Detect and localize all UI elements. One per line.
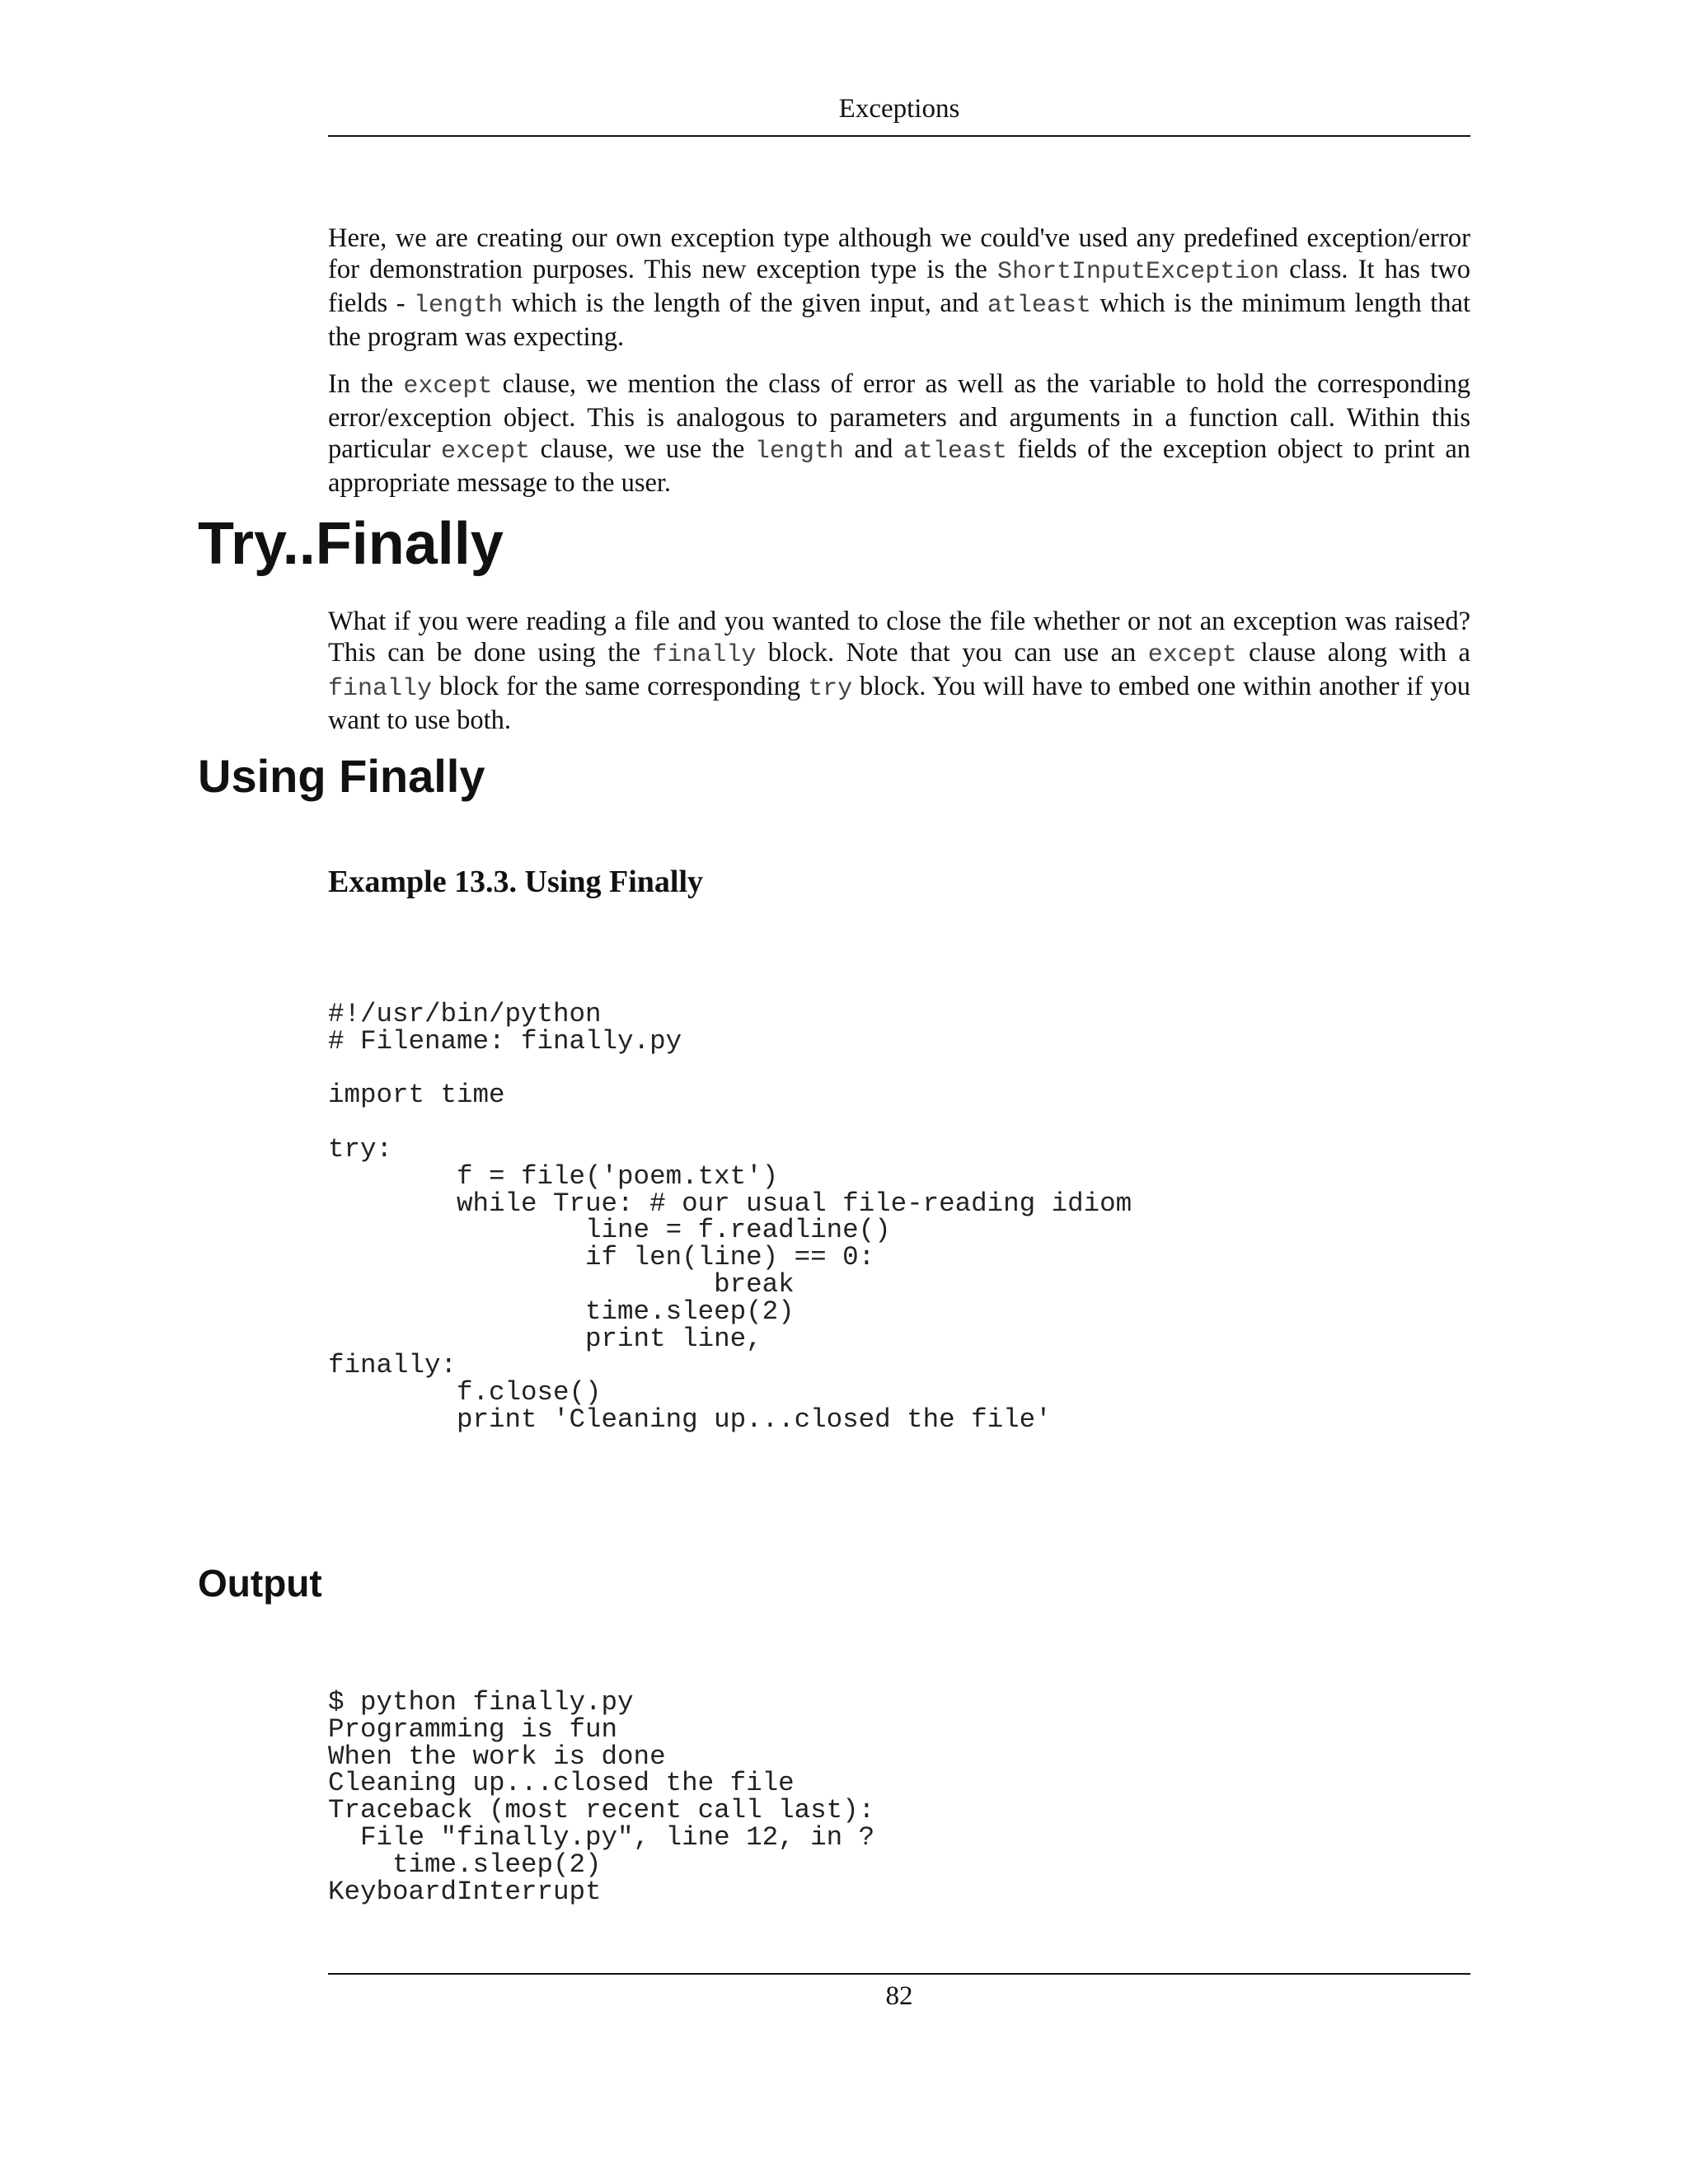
footer-rule: [328, 1973, 1470, 1975]
intro-paragraph-2: In the except clause, we mention the class of error as well as the variable to hold the corresponding error/exception object. This is analogous to parameters and arguments in a function call. Within this particular except clause, we use the length and atleast fields of the exception object to print an appropriate message to the user.: [328, 369, 1470, 498]
try-finally-paragraph: What if you were reading a file and you wanted to close the file whether or not an exception was raised? This can be done using the finally block. Note that you can use an except clause along with a finally block for the same corresponding try block. You will have to embed one within another if you want to use both.: [328, 607, 1470, 735]
section-heading-using-finally: Using Finally: [198, 750, 485, 802]
console-output: $ python finally.py Programming is fun When the work is done Cleaning up...closed the file Traceback (most recent call last): File "finally.py", line 12, in ? time.sleep(2) KeyboardInterrupt: [328, 1687, 875, 1907]
section-heading-try-finally: Try..Finally: [198, 511, 504, 577]
example-title: Example 13.3. Using Finally: [328, 865, 703, 899]
running-header: Exceptions: [838, 94, 960, 124]
header-rule: [328, 135, 1470, 137]
intro-paragraph-1: Here, we are creating our own exception type although we could've used any predefined exception/error for demonstration purposes. This new exception type is the ShortInputException class. It has two fields - length which is the length of the given input, and atleast which is the minimum length that the program was expecting.: [328, 223, 1470, 352]
page-number: 82: [885, 1981, 913, 2011]
section-heading-output: Output: [198, 1562, 322, 1605]
code-listing: #!/usr/bin/python # Filename: finally.py import time try: f = file('poem.txt') while True: # our usual file-reading idiom line = f.readline() if len(line) == 0: break time.sleep(2) print line, finally: f.close() print 'Cleaning up...closed the file': [328, 999, 1132, 1435]
